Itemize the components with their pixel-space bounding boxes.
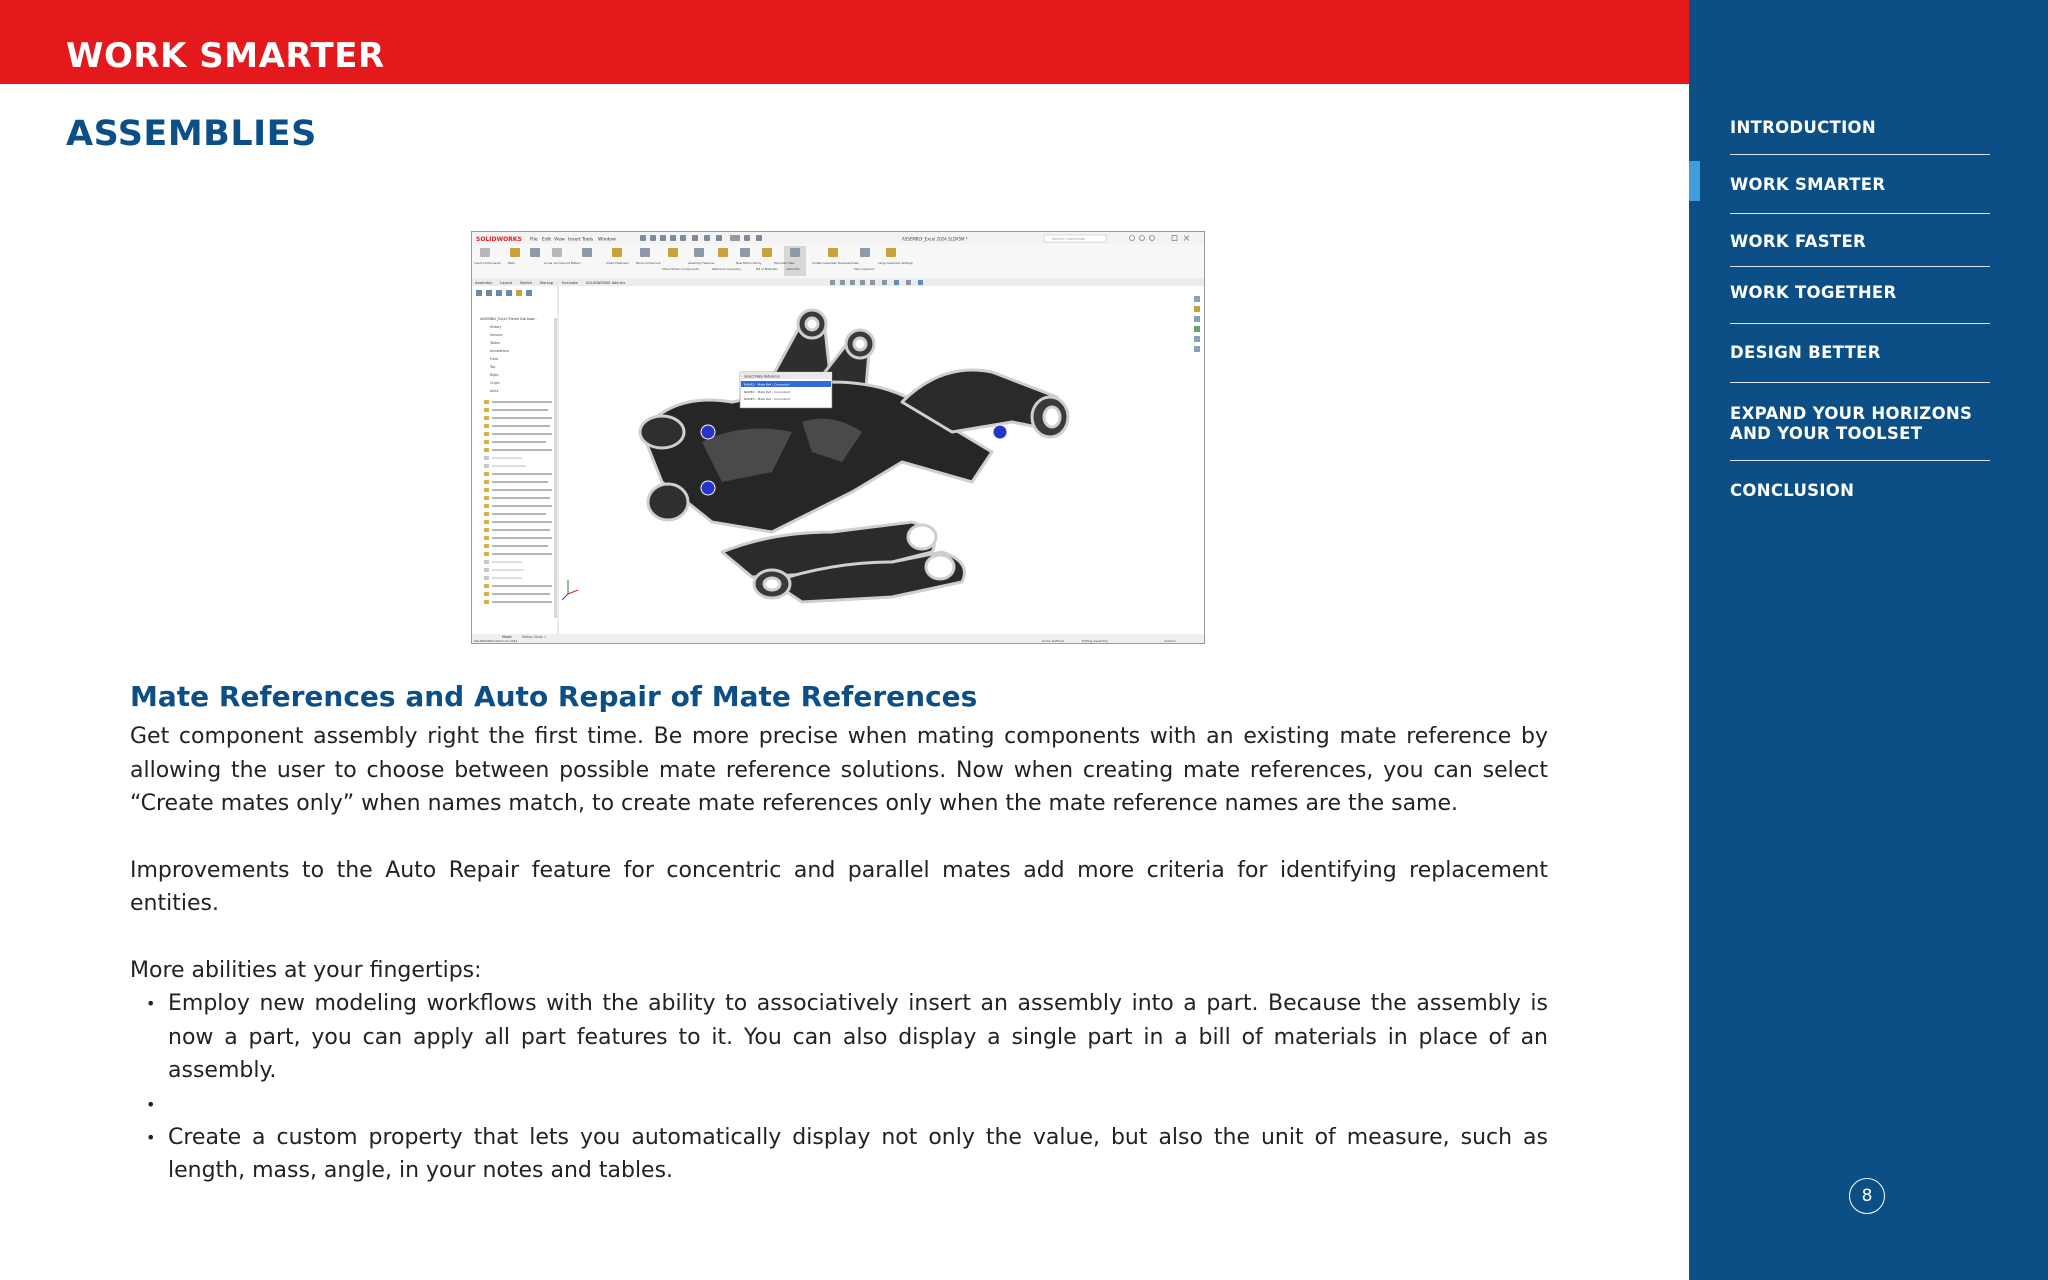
ribbon-label: Bill of Materials [756,267,778,271]
article [130,678,1548,1188]
paragraph: Get component assembly right the first time. Be more precise when mating components with an existing mate reference by allowing the user to choose between possible mate reference solutions. Now when creating mate references, you can select “Create mates only” when names match, to create mate references only when the mate reference names are the same. [130,724,1548,816]
popup-row: NAME3 - Mate Ref - Coincident [744,397,790,401]
menu-item: Tools [582,237,594,243]
ribbon-label: Assembly Features [688,261,715,265]
search-placeholder: Search Commands [1052,237,1085,241]
command-tab: SOLIDWORKS Add-Ins [586,281,626,285]
menu-item: Insert [568,237,581,243]
task-pane-icons [1194,296,1200,352]
nav-label: WORK SMARTER [1730,175,1886,194]
mate-reference-popup [740,372,832,408]
popup-title: Select Mate Reference [744,374,780,379]
ribbon-label: Reference Geometry [712,267,741,271]
status-right: Custom [1164,639,1176,643]
status-mid: Under Defined [1042,639,1064,643]
tree-item: Annotations [490,349,510,353]
solidworks-screenshot [471,231,1205,644]
nav-item-conclusion[interactable] [1730,461,1990,517]
bullet-spacer [130,1088,1548,1121]
ribbon-label: Instant3D [786,267,800,271]
sidebar [1689,0,2048,1280]
status-left: SOLIDWORKS Premium 2024 [474,639,518,643]
nav-label: DESIGN BETTER [1730,343,1881,362]
ribbon-label: Insert Components [474,261,501,265]
tree-item: Axis1 [490,389,499,393]
ribbon-label: Show Hidden Components [662,267,699,271]
tree-item: Right [490,373,499,377]
assembly-model [640,310,1068,602]
nav-item-design-better[interactable] [1730,324,1990,383]
nav-label: WORK FASTER [1730,232,1867,251]
menu-item: View [554,237,565,243]
tree-item: Sensors [490,333,503,337]
nav-label: EXPAND YOUR HORIZONS AND YOUR TOOLSET [1730,404,1973,443]
section-title: WORK SMARTER [66,36,385,76]
ribbon-label: Mate [508,261,515,265]
command-tab: Evaluate [562,281,578,285]
nav-item-expand-your-horizons[interactable] [1730,383,1990,461]
menu-item: File [530,237,538,243]
tree-item: History [490,325,502,329]
status-edit: Editing Assembly [1082,639,1108,643]
command-tab: Markup [540,281,554,285]
nav-item-work-faster[interactable] [1730,214,1990,267]
menu-bar [530,237,616,243]
ribbon-label: Linear Component Pattern [544,261,581,265]
bullet-item: • Employ new modeling workflows with the ability to associatively insert an assembly into a part. Because the assembly is now a part, you can apply all part features to it. You can also display a single part in a bill of materials in place of an assembly. [130,987,1548,1088]
bullet-item: • Create a custom property that lets you automatically display not only the value, but also the unit of measure, such as length, mass, angle, in your notes and tables. [130,1121,1548,1188]
sidebar-nav [1730,110,1990,517]
motion-study-tab: Motion Study 1 [522,635,547,639]
menu-item: Edit [542,237,551,243]
menu-item: Window [598,237,616,243]
command-tab: Assembly [475,281,493,285]
tree-item: Origin [490,381,500,385]
command-tab: Layout [500,281,513,285]
tree-item: Top [490,365,496,369]
nav-label: CONCLUSION [1730,481,1855,500]
paragraph: More abilities at your fingertips: [130,957,482,983]
nav-item-work-together[interactable] [1730,267,1990,324]
ribbon-label: Smart Fasteners [606,261,629,265]
tree-root: ASSEMBLY_Excel (Tiered Sub Asse... [480,317,538,321]
nav-label: WORK TOGETHER [1730,283,1897,302]
ribbon-label: Take Snapshot [854,267,875,271]
page-number: 8 [1849,1178,1885,1214]
article-heading: Mate References and Auto Repair of Mate References [130,680,978,713]
ribbon-label: Update Speedpak Subassemblies [812,261,859,265]
paragraph: Improvements to the Auto Repair feature for concentric and parallel mates add more criteria for identifying replacement entities. [130,857,1548,916]
bullet-list [130,987,1548,1188]
nav-label: INTRODUCTION [1730,118,1876,137]
ribbon-label: New Motion Study [736,261,762,265]
view-triad [562,580,578,600]
command-tab: Sketch [520,281,533,285]
ribbon-label: Exploded View [774,261,795,265]
active-indicator [1689,161,1700,201]
page-title: ASSEMBLIES [66,114,317,154]
ribbon-label: Move Component [636,261,661,265]
nav-item-introduction[interactable] [1730,110,1990,155]
ribbon-label: Large Assembly Settings [878,261,913,265]
tree-scrollbar [554,318,557,618]
popup-row: NAME2 - Mate Ref - Coincident [744,390,790,394]
app-brand: SOLIDWORKS [476,236,522,243]
tree-item: Front [490,357,499,361]
popup-row: NAME1 - Mate Ref - Concentric [744,382,791,387]
window-title: ASSEMBLY_Excel 2024.SLDASM * [902,236,968,242]
tree-item: Tables [490,341,500,345]
model-tab: Model [502,635,512,639]
nav-item-work-smarter[interactable] [1730,155,1990,214]
